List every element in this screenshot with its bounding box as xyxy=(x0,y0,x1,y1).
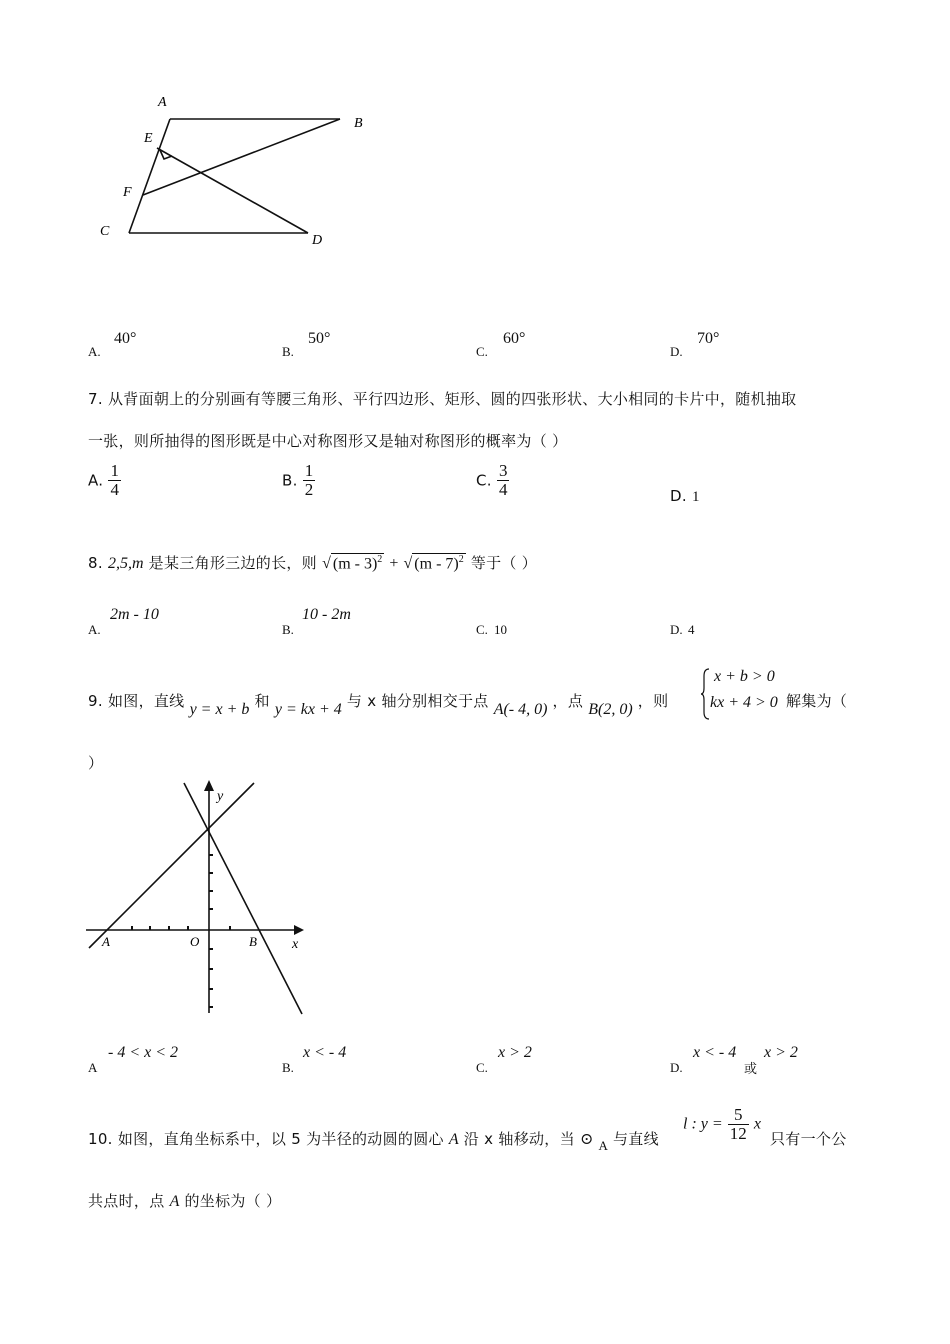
q8-option-c-letter: C. xyxy=(476,622,488,637)
q7-option-d-letter: D. xyxy=(670,487,687,505)
q7-c-num: 3 xyxy=(498,461,508,480)
q9-option-d-or: 或 xyxy=(744,1061,758,1076)
q8-option-b-letter: B. xyxy=(282,622,294,637)
q6-option-b-value: 50° xyxy=(308,330,331,347)
q10-num: 5 xyxy=(734,1105,743,1124)
q10-line2-c: 的坐标为（ ） xyxy=(184,1192,282,1210)
q10-x: x xyxy=(753,1115,761,1133)
q9-mid-3: ，则 xyxy=(637,692,669,710)
q8-sides: 2,5,m xyxy=(108,555,144,572)
q7-option-a-fraction xyxy=(108,462,121,499)
q7-option-a-letter: A. xyxy=(88,471,104,490)
q9-point-a: A(- 4, 0) xyxy=(493,701,548,718)
q9-option-a-value: - 4 < x < 2 xyxy=(108,1044,179,1061)
q10-stem-line-2 xyxy=(88,1190,281,1211)
q7-b-den: 2 xyxy=(304,480,314,499)
q6-option-c-letter: C. xyxy=(476,344,488,359)
q7-a-num: 1 xyxy=(110,461,119,480)
q9-system-eq-1: x + b > 0 xyxy=(714,668,775,685)
q10-line-equation xyxy=(683,1106,761,1143)
q9-mid-2: ，点 xyxy=(552,692,584,710)
q7-option-d xyxy=(670,486,700,506)
q10-line-lhs: l : y = xyxy=(683,1115,723,1133)
q7-option-c-fraction xyxy=(497,462,510,499)
q7-line-2: 一张，则所抽得的图形既是中心对称图形又是轴对称图形的概率为（ ） xyxy=(88,432,568,450)
q9-line-2: y = kx + 4 xyxy=(274,701,342,718)
q9-graph-o-label: O xyxy=(190,934,200,949)
q9-option-d-value: x < - 4 xyxy=(693,1044,737,1061)
q10-mid-2: 与直线 xyxy=(612,1130,659,1148)
q8-option-c-value: 10 xyxy=(494,622,507,637)
q6-option-a-value: 40° xyxy=(114,330,137,347)
q6-option-c-value: 60° xyxy=(503,330,526,347)
q8-exp-2: 2 xyxy=(458,553,464,565)
q7-option-b-letter: B. xyxy=(282,471,298,490)
q6-option-d-value: 70° xyxy=(697,330,720,347)
q10-fraction xyxy=(728,1106,749,1143)
q9-point-b: B(2, 0) xyxy=(588,701,633,718)
q9-system-eq-2: kx + 4 > 0 xyxy=(710,694,778,711)
label-f: F xyxy=(123,185,132,200)
q10-den: 12 xyxy=(729,1124,747,1143)
q8-exp-1: 2 xyxy=(377,553,383,565)
q10-prefix: 10. 如图，直角坐标系中，以 5 为半径的动圆的圆心 xyxy=(88,1130,444,1148)
q6-option-d-letter: D. xyxy=(670,344,683,359)
q8-stem xyxy=(88,552,537,573)
q6-option-a-letter: A. xyxy=(88,344,101,359)
q9-prefix: 9. 如图，直线 xyxy=(88,692,185,710)
q9-option-d-value-2: x > 2 xyxy=(764,1044,798,1061)
q10-circle-sub: A xyxy=(598,1138,608,1153)
q8-suffix: 等于（ ） xyxy=(470,554,538,572)
q10-line2-a: 共点时，点 xyxy=(88,1192,165,1210)
q9-graph-x-label: x xyxy=(292,937,299,952)
q8-rad-2: (m - 7) xyxy=(414,555,459,572)
q8-mid-text: 是某三角形三边的长，则 xyxy=(148,554,317,572)
q9-brace xyxy=(700,668,710,720)
q7-option-b xyxy=(282,462,315,499)
q6-option-b-letter: B. xyxy=(282,344,294,359)
q9-option-a-letter: A xyxy=(88,1060,98,1075)
q8-option-a-letter: A. xyxy=(88,622,101,637)
q7-option-b-fraction xyxy=(303,462,316,499)
q10-stem-line-1 xyxy=(88,1128,659,1153)
q8-option-a-value: 2m - 10 xyxy=(110,606,159,623)
q7-option-c xyxy=(476,462,509,499)
q10-circle-symbol: ⊙ xyxy=(580,1131,594,1148)
q10-center-a: A xyxy=(448,1131,459,1148)
q9-close-paren: ） xyxy=(88,754,104,772)
q10-mid: 沿 x 轴移动，当 xyxy=(463,1130,575,1148)
q6-geometry-figure xyxy=(90,88,390,258)
q9-and: 和 xyxy=(254,692,270,710)
label-a: A xyxy=(158,95,167,110)
q10-line2-point: A xyxy=(169,1193,180,1210)
q8-rad-1: (m - 3) xyxy=(332,555,378,572)
q7-option-c-letter: C. xyxy=(476,471,492,490)
q10-suffix: 只有一个公 xyxy=(770,1130,847,1148)
label-b: B xyxy=(354,116,363,131)
label-c: C xyxy=(100,224,110,239)
q7-c-den: 4 xyxy=(498,480,508,499)
q9-option-d-letter: D. xyxy=(670,1060,683,1075)
q9-graph xyxy=(82,778,322,1018)
q8-sqrt-1: √ (m - 3)$^2$ xyxy=(322,553,383,572)
q9-graph-y-label: y xyxy=(217,789,224,804)
q9-suffix: 解集为（ xyxy=(786,692,848,710)
q8-number: 8. xyxy=(88,554,103,572)
q7-line-1: 7. 从背面朝上的分别画有等腰三角形、平行四边形、矩形、圆的四张形状、大小相同的卡片中，随机抽取 xyxy=(88,390,797,408)
q8-option-d-value: 4 xyxy=(688,622,695,637)
q9-line-1: y = x + b xyxy=(189,701,250,718)
q9-graph-a-label: A xyxy=(102,934,110,949)
q9-option-b-letter: B. xyxy=(282,1060,294,1075)
q9-stem xyxy=(88,690,669,718)
label-e: E xyxy=(144,131,153,146)
q8-plus: + xyxy=(389,555,399,572)
q8-sqrt-2: √ (m - 7)$^2$ xyxy=(403,553,464,572)
q9-graph-b-label: B xyxy=(249,934,257,949)
q9-option-c-value: x > 2 xyxy=(498,1044,532,1061)
q8-option-d-letter: D. xyxy=(670,622,683,637)
q7-a-den: 4 xyxy=(110,480,119,499)
q9-option-b-value: x < - 4 xyxy=(303,1044,347,1061)
q7-b-num: 1 xyxy=(304,461,314,480)
q7-option-a xyxy=(88,462,121,499)
q9-option-c-letter: C. xyxy=(476,1060,488,1075)
q9-mid: 与 x 轴分别相交于点 xyxy=(346,692,489,710)
q7-option-d-value: 1 xyxy=(692,489,700,505)
q8-option-b-value: 10 - 2m xyxy=(302,606,351,623)
label-d: D xyxy=(312,233,323,248)
